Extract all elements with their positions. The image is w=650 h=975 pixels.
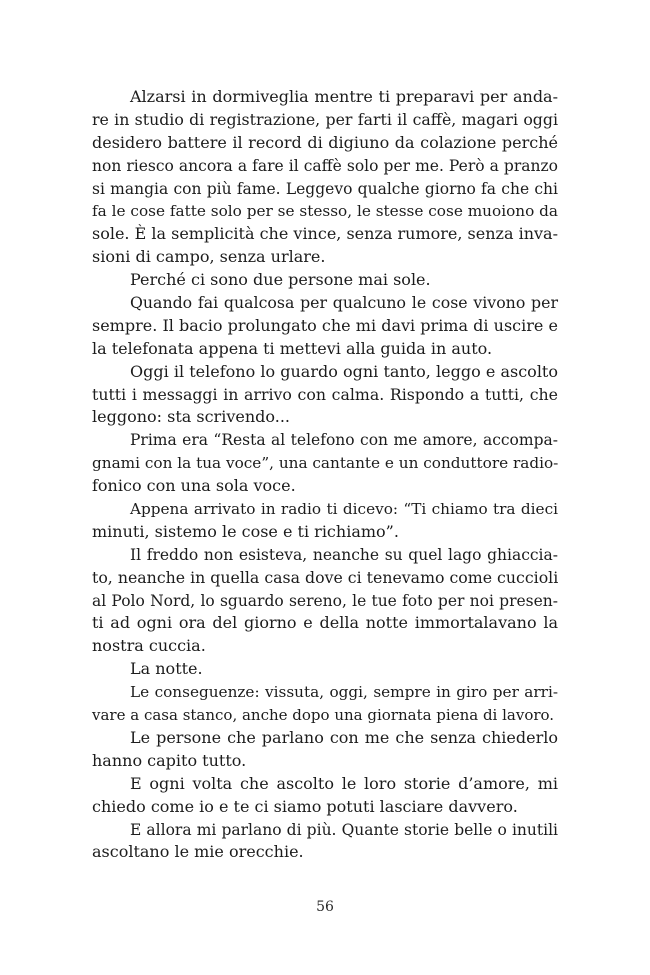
text-line: desidero battere il record di digiuno da colazione perché [92, 132, 558, 152]
text-line: al Polo Nord, lo sguardo sereno, le tue foto per noi presen- [92, 591, 558, 610]
text-line: Alzarsi in dormiveglia mentre ti preparavi per anda- [130, 87, 558, 106]
text-line: ascoltano le mie orecchie. [92, 842, 304, 862]
text-line: Le conseguenze: vissuta, oggi, sempre in giro per arri- [130, 683, 558, 702]
text-line: leggono: sta scrivendo... [92, 407, 290, 427]
text-line: sioni di campo, senza urlare. [92, 247, 326, 267]
text-line: non riesco ancora a fare il caffè solo per me. Però a pranzo [92, 156, 558, 175]
text-line: Perché ci sono due persone mai sole. [130, 270, 431, 290]
text-line: gnami con la tua voce”, una cantante e un conduttore radio- [92, 454, 559, 473]
text-line: sole. È la semplicità che vince, senza rumore, senza inva- [92, 224, 558, 244]
text-line: sempre. Il bacio prolungato che mi davi prima di uscire e [92, 315, 558, 335]
text-line: E allora mi parlano di più. Quante storie belle o inutili [130, 820, 558, 839]
text-line: to, neanche in quella casa dove ci tenevamo come cuccioli [92, 567, 559, 587]
text-line: Quando fai qualcosa per qualcuno le cose vivono per [130, 293, 558, 313]
text-line: fa le cose fatte solo per se stesso, le stesse cose muoiono da [92, 202, 558, 221]
text-line: re in studio di registrazione, per farti il caffè, magari oggi [92, 109, 558, 129]
text-line: Prima era “Resta al telefono con me amore, accompa- [130, 431, 558, 450]
text-line: E ogni volta che ascolto le loro storie d’amore, mi [130, 773, 558, 793]
text-line: si mangia con più fame. Leggevo qualche giorno fa che chi [92, 179, 558, 198]
text-line: chiedo come io e te ci siamo potuti lasciare davvero. [92, 796, 518, 816]
page-number: 56 [316, 899, 334, 915]
text-line: fonico con una sola voce. [92, 476, 296, 496]
body-text [92, 86, 558, 864]
text-line: la telefonata appena ti mettevi alla guida in auto. [92, 338, 493, 358]
text-line: Il freddo non esisteva, neanche su quel lago ghiaccia- [130, 545, 558, 564]
text-line: hanno capito tutto. [92, 750, 247, 770]
text-line: nostra cuccia. [92, 636, 206, 656]
text-line: ti ad ogni ora del giorno e della notte immortalavano la [92, 613, 558, 633]
text-line: vare a casa stanco, anche dopo una giornata piena di lavoro. [92, 706, 555, 725]
text-line: La notte. [130, 659, 203, 679]
text-line: tutti i messaggi in arrivo con calma. Rispondo a tutti, che [92, 384, 558, 404]
text-line: Le persone che parlano con me che senza chiederlo [130, 727, 558, 747]
text-line: Oggi il telefono lo guardo ogni tanto, leggo e ascolto [130, 361, 558, 381]
text-line: Appena arrivato in radio ti dicevo: “Ti chiamo tra dieci [130, 500, 558, 519]
text-line: minuti, sistemo le cose e ti richiamo”. [92, 521, 399, 541]
